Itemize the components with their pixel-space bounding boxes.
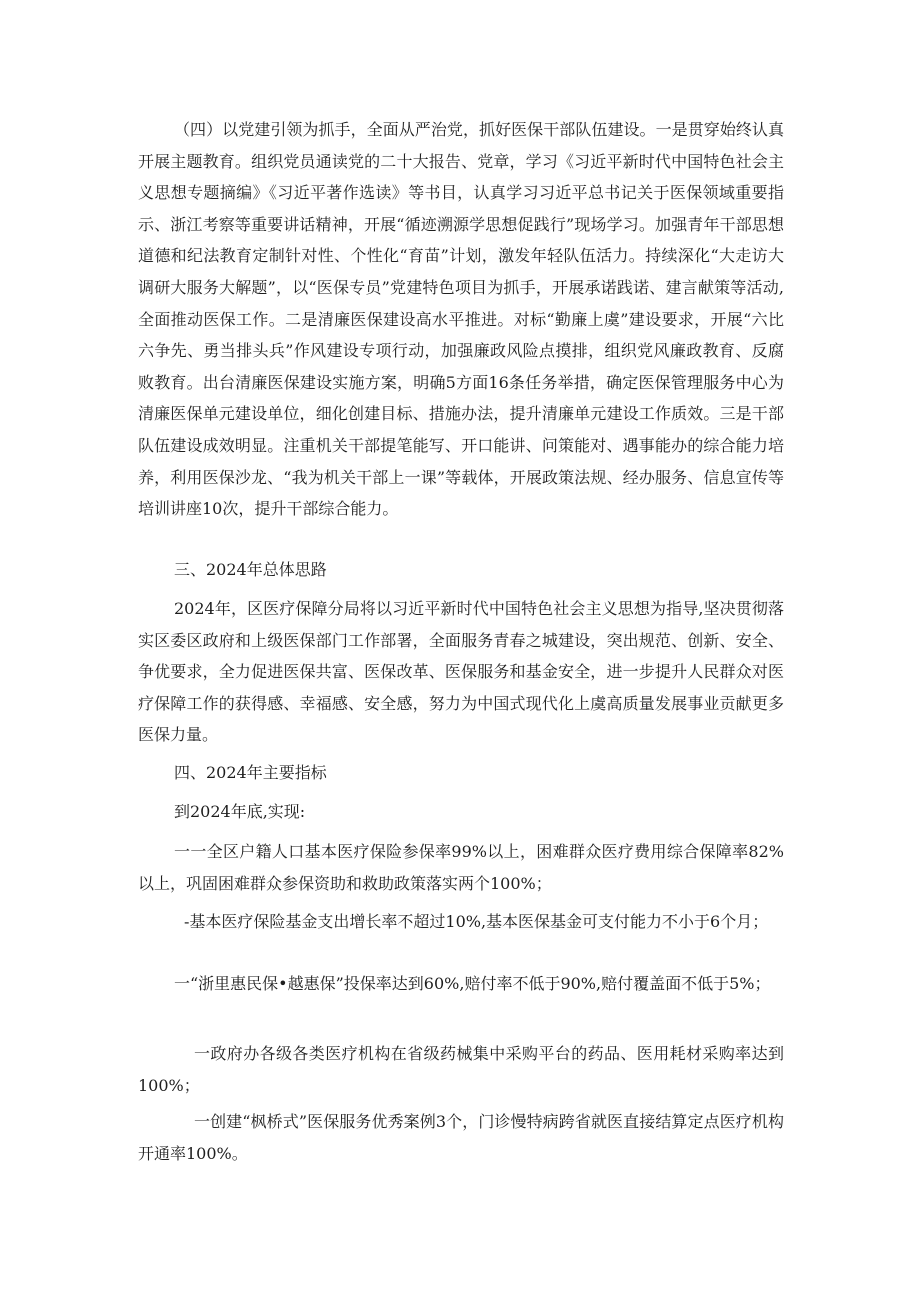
overall-approach-paragraph: 2024年，区医疗保障分局将以习近平新时代中国特色社会主义思想为指导,坚决贯彻落实区委区政府和上级医保部门工作部署，全面服务青春之城建设，突出规范、创新、安全、争优要求，全力促进医保共富、医保改革、医保服务和基金安全，进一步提升人民群众对医疗保障工作的获得感、幸福感、安全感，努力为中国式现代化上虞高质量发展事业贡献更多医保力量。 — [138, 599, 784, 745]
indicators-intro: 到2024年底,实现: — [174, 802, 306, 821]
indicator-item-5: 一创建“枫桥式”医保服务优秀案例3个，门诊慢特病跨省就医直接结算定点医疗机构开通率100%。 — [138, 1112, 784, 1163]
section-heading-main-indicators: 四、2024年主要指标 — [174, 763, 327, 782]
party-building-paragraph: （四）以党建引领为抓手，全面从严治党，抓好医保干部队伍建设。一是贯穿始终认真开展主题教育。组织党员通读党的二十大报告、党章，学习《习近平新时代中国特色社会主义思想专题摘编》《习近平著作选读》等书目，认真学习习近平总书记关于医保领域重要指示、浙江考察等重要讲话精神，开展“循迹溯源学思想促践行”现场学习。加强青年干部思想道德和纪法教育定制针对性、个性化“育苗”计划，激发年轻队伍活力。持续深化“大走访大调研大服务大解题”，以“医保专员”党建特色项目为抓手，开展承诺践诺、建言献策等活动,全面推动医保工作。二是清廉医保建设高水平推进。对标“勤廉上虞”建设要求，开展“六比六争先、勇当排头兵”作风建设专项行动，加强廉政风险点摸排，组织党风廉政教育、反腐败教育。出台清廉医保建设实施方案，明确5方面16条任务举措，确定医保管理服务中心为清廉医保单元建设单位，细化创建目标、措施办法，提升清廉单元建设工作质效。三是干部队伍建设成效明显。注重机关干部提笔能写、开口能讲、问策能对、遇事能办的综合能力培养，利用医保沙龙、“我为机关干部上一课”等载体，开展政策法规、经办服务、信息宣传等培训讲座10次，提升干部综合能力。 — [138, 120, 784, 519]
indicator-item-1: 一一全区户籍人口基本医疗保险参保率99%以上，困难群众医疗费用综合保障率82%以上，巩固困难群众参保资助和救助政策落实两个100%； — [138, 842, 784, 893]
indicator-item-3: 一“浙里惠民保•越惠保”投保率达到60%,赔付率不低于90%,赔付覆盖面不低于5%； — [174, 974, 771, 993]
indicator-item-2: -基本医疗保险基金支出增长率不超过10%,基本医保基金可支付能力不小于6个月； — [184, 912, 769, 931]
indicator-item-4: 一政府办各级各类医疗机构在省级药械集中采购平台的药品、医用耗材采购率达到100%； — [138, 1044, 784, 1095]
section-heading-overall-approach: 三、2024年总体思路 — [174, 560, 327, 579]
